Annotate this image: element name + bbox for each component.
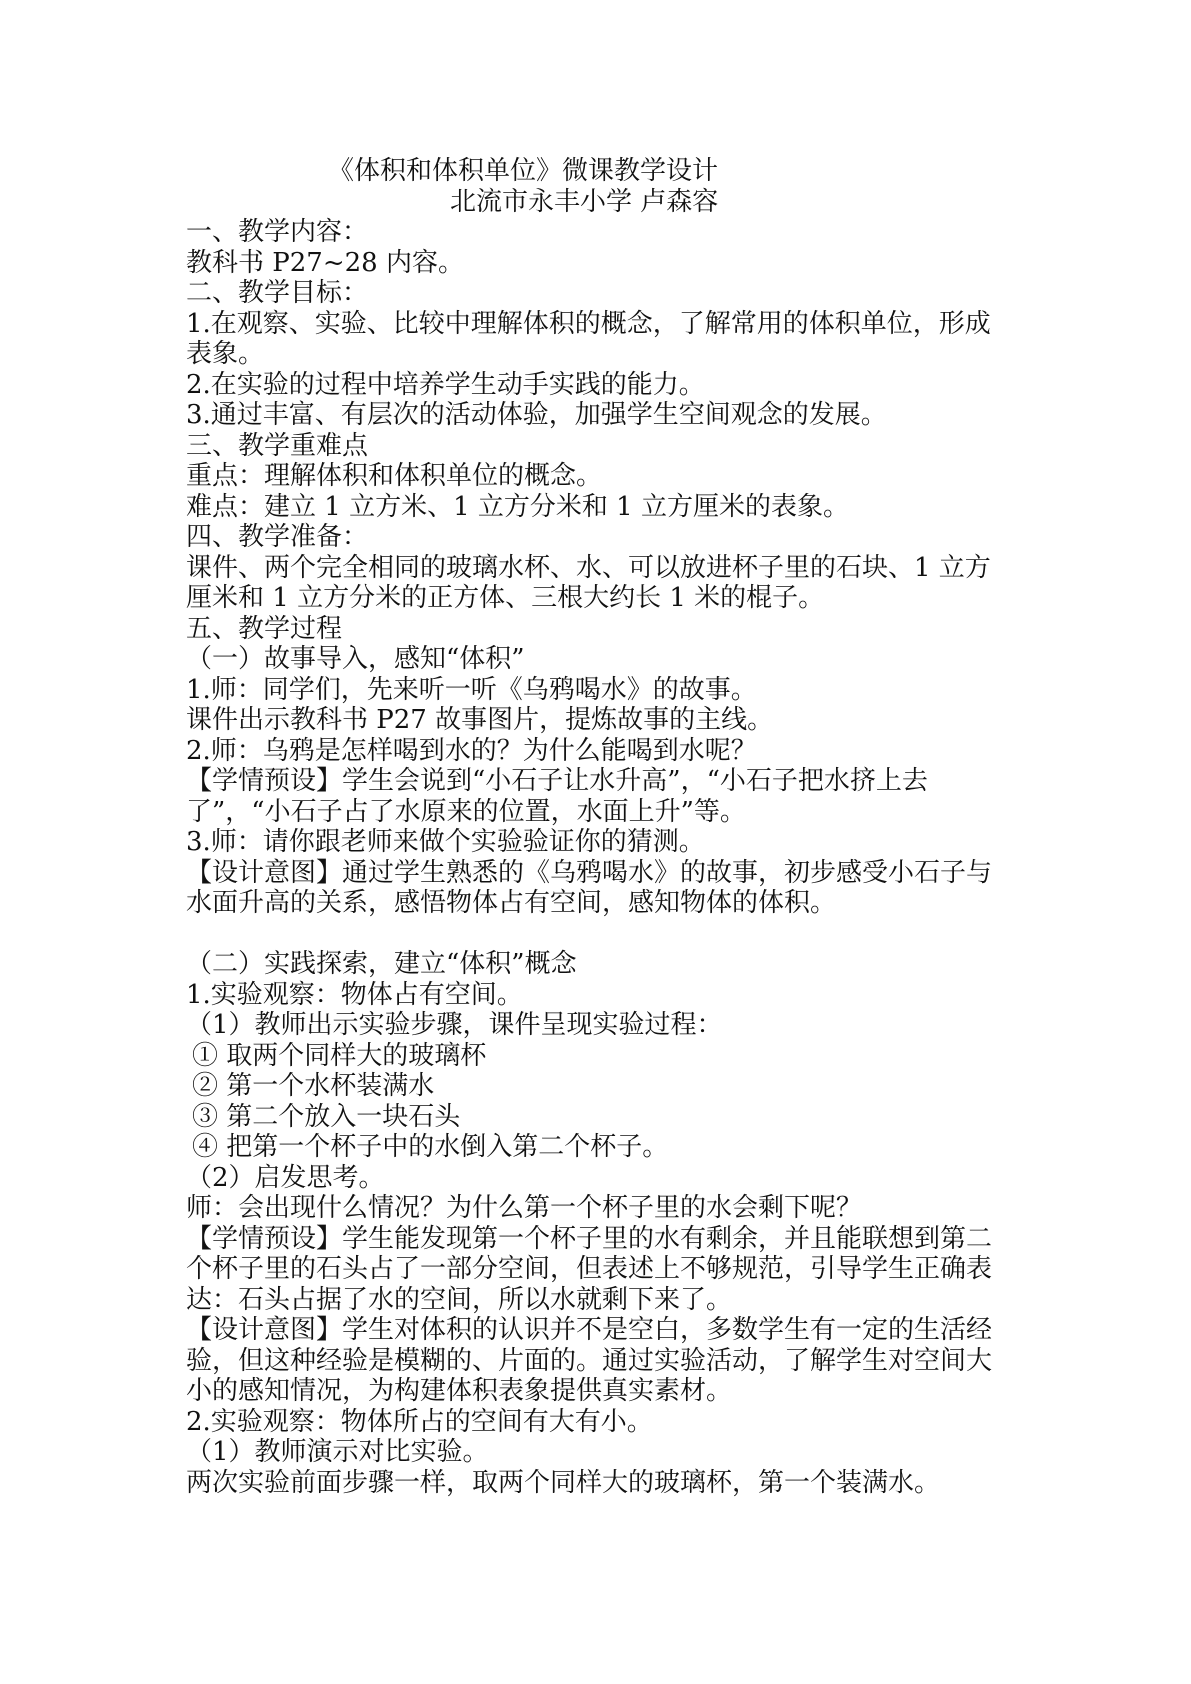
paragraph: （1）教师演示对比实验。 [186, 1437, 489, 1467]
paragraph: 两次实验前面步骤一样，取两个同样大的玻璃杯，第一个装满水。 [186, 1467, 941, 1498]
paragraph: 重点：理解体积和体积单位的概念。 [186, 461, 603, 491]
paragraph: 师：会出现什么情况？为什么第一个杯子里的水会剩下呢？ [186, 1193, 863, 1223]
paragraph: 1.实验观察：物体占有空间。 [186, 979, 523, 1010]
paragraph: 2.师：乌鸦是怎样喝到水的？为什么能喝到水呢？ [186, 735, 757, 766]
document-author: 北流市永丰小学 卢森容 [450, 186, 719, 217]
list-item: ② 第一个水杯装满水 [192, 1071, 435, 1101]
blank-line [186, 919, 1016, 950]
section-heading: 五、教学过程 [186, 613, 343, 644]
paragraph: 【设计意图】学生对体积的认识并不是空白，多数学生有一定的生活经验，但这种经验是模糊的、片面的。通过实验活动，了解学生对空间大小的感知情况，为构建体积表象提供真实素材。 [186, 1315, 993, 1406]
paragraph: 3.师：请你跟老师来做个实验验证你的猜测。 [186, 827, 705, 857]
paragraph: 3.通过丰富、有层次的活动体验，加强学生空间观念的发展。 [186, 400, 887, 430]
paragraph: 【学情预设】学生会说到“小石子让水升高”，“小石子把水挤上去了”，“小石子占了水原来的位置，水面上升”等。 [186, 766, 928, 827]
paragraph: （2）启发思考。 [186, 1162, 385, 1193]
paragraph: 1.师：同学们，先来听一听《乌鸦喝水》的故事。 [186, 674, 757, 705]
document-body [186, 156, 1016, 1498]
section-heading: 一、教学内容： [186, 217, 369, 247]
paragraph: 【学情预设】学生能发现第一个杯子里的水有剩余，并且能联想到第二个杯子里的石头占了一部分空间，但表述上不够规范，引导学生正确表达：石头占据了水的空间，所以水就剩下来了。 [186, 1223, 993, 1315]
paragraph: 2.在实验的过程中培养学生动手实践的能力。 [186, 369, 705, 400]
paragraph: 教科书 P27~28 内容。 [186, 247, 464, 278]
subsection-heading: （一）故事导入，感知“体积” [186, 644, 525, 674]
list-item: ④ 把第一个杯子中的水倒入第二个杯子。 [192, 1132, 669, 1162]
paragraph: 【设计意图】通过学生熟悉的《乌鸦喝水》的故事，初步感受小石子与水面升高的关系，感悟物体占有空间，感知物体的体积。 [186, 857, 993, 918]
section-heading: 四、教学准备： [186, 522, 369, 552]
paragraph: （1）教师出示实验步骤，课件呈现实验过程： [186, 1010, 723, 1040]
paragraph: 2.实验观察：物体所占的空间有大有小。 [186, 1406, 653, 1437]
list-item: ③ 第二个放入一块石头 [192, 1101, 461, 1132]
document-title: 《体积和体积单位》微课教学设计 [328, 156, 719, 186]
subsection-heading: （二）实践探索，建立“体积”概念 [186, 949, 577, 979]
paragraph: 难点：建立 1 立方米、1 立方分米和 1 立方厘米的表象。 [186, 491, 849, 522]
paragraph: 课件出示教科书 P27 故事图片，提炼故事的主线。 [186, 705, 774, 735]
list-item: ① 取两个同样大的玻璃杯 [192, 1040, 487, 1071]
paragraph: 1.在观察、实验、比较中理解体积的概念，了解常用的体积单位，形成表象。 [186, 308, 991, 369]
section-heading: 三、教学重难点 [186, 430, 369, 461]
paragraph: 课件、两个完全相同的玻璃水杯、水、可以放进杯子里的石块、1 立方厘米和 1 立方分米的正方体、三根大约长 1 米的棍子。 [186, 552, 991, 613]
section-heading: 二、教学目标： [186, 278, 369, 308]
